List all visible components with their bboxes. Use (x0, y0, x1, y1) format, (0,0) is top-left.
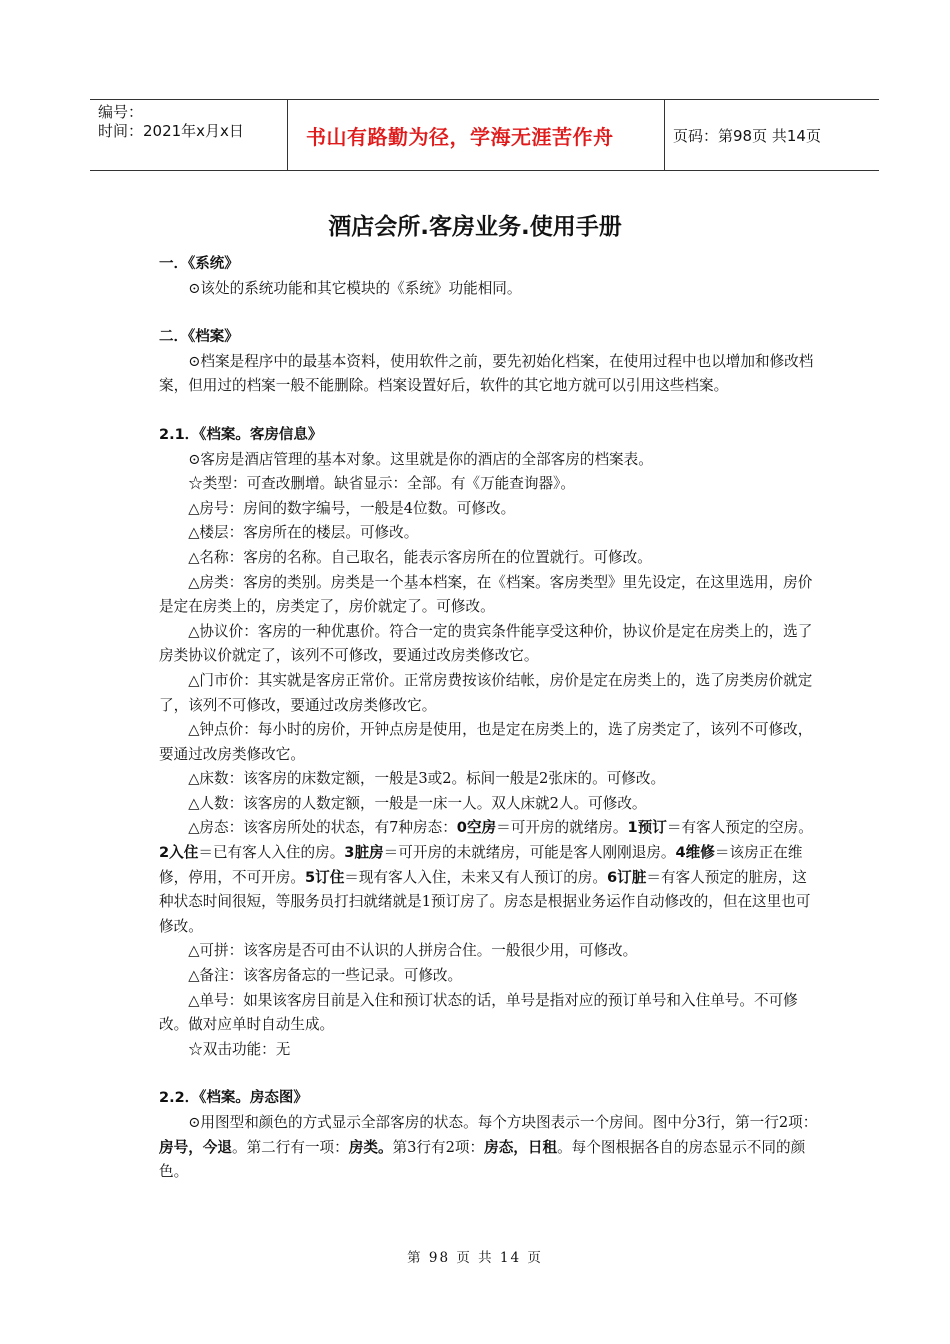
section-heading-room-map: 2.2．《档案。房态图》 (159, 1090, 308, 1107)
section-heading-room-info: 2.1．《档案。客房信息》 (159, 426, 323, 443)
document-body (159, 252, 819, 1185)
motto: 书山有路勤为径，学海无涯苦作舟 (306, 124, 614, 149)
list-item: △可拼：该客房是否可由不认识的人拼房合住。一般很少用，可修改。 (188, 942, 638, 960)
section-heading-system: 一．《系统》 (159, 256, 239, 272)
paragraph: ⊙该处的系统功能和其它模块的《系统》功能相同。 (188, 279, 522, 297)
list-item: △备注：该客房备忘的一些记录。可修改。 (188, 967, 463, 985)
header-info-cell (90, 100, 288, 170)
list-item: △协议价：客房的一种优惠价。符合一定的贵宾条件能享受这种价，协议价是定在房类上的，选了房类协议价就定了，该列不可修改，要通过改房类修改它。 (159, 622, 813, 665)
list-item: △房号：房间的数字编号，一般是4位数。可修改。 (188, 499, 516, 517)
number-label: 编号： (98, 103, 144, 121)
section-heading-archive: 二．《档案》 (159, 329, 239, 346)
list-item: △楼层：客房所在的楼层。可修改。 (188, 524, 419, 542)
page-code: 页码：第98页 共14页 (673, 126, 821, 145)
list-item: ⊙客房是酒店管理的基本对象。这里就是你的酒店的全部客房的档案表。 (188, 450, 653, 468)
paragraph: ⊙用图型和颜色的方式显示全部客房的状态。每个方块图表示一个房间。图中分3行，第一行2项：房号，今退。第二行有一项：房类。第3行有2项：房态，日租。每个图根据各自的房态显示不同的颜色。 (159, 1114, 818, 1181)
page-code-cell (665, 100, 879, 170)
list-item: ☆类型：可查改删增。缺省显示：全部。有《万能查询器》。 (188, 475, 575, 493)
list-item: △床数：该客房的床数定额，一般是3或2。标间一般是2张床的。可修改。 (188, 770, 666, 788)
list-item: △单号：如果该客房目前是入住和预订状态的话，单号是指对应的预订单号和入住单号。不可修改。做对应单时自动生成。 (159, 991, 798, 1034)
document-title: 酒店会所.客房业务.使用手册 (328, 214, 622, 240)
list-item: ☆双击功能：无 (188, 1040, 291, 1058)
paragraph: ⊙档案是程序中的最基本资料，使用软件之前，要先初始化档案，在使用过程中也以增加和修改档案，但用过的档案一般不能删除。档案设置好后，软件的其它地方就可以引用这些档案。 (159, 352, 814, 395)
time-label: 时间：2021年x月x日 (98, 122, 244, 140)
list-item: △门市价：其实就是客房正常价。正常房费按该价结帐，房价是定在房类上的，选了房类房价就定了，该列不可修改，要通过改房类修改它。 (159, 671, 813, 714)
page-footer: 第 98 页 共 14 页 (407, 1250, 543, 1266)
list-item: △名称：客房的名称。自己取名，能表示客房所在的位置就行。可修改。 (188, 548, 652, 566)
motto-cell (288, 100, 665, 170)
header-table (90, 99, 879, 171)
list-item: △人数：该客房的人数定额，一般是一床一人。双人床就2人。可修改。 (188, 794, 647, 812)
list-item: △钟点价：每小时的房价，开钟点房是使用，也是定在房类上的，选了房类定了，该列不可修改，要通过改房类修改它。 (159, 721, 813, 763)
list-item: △房类：客房的类别。房类是一个基本档案，在《档案。客房类型》里先设定，在这里选用，房价是定在房类上的，房类定了，房价就定了。可修改。 (159, 573, 813, 616)
room-status-item: △房态：该客房所处的状态，有7种房态：0空房＝可开房的就绪房。1预订＝有客人预定的空房。2入住＝已有客人入住的房。3脏房＝可开房的未就绪房，可能是客人刚刚退房。4维修＝该房正在维修，停用，不可开房。5订住＝现有客人入住，未来又有人预订的房。6订脏＝有客人预定的脏房，这种状态时间很短，等服务员打扫就绪就是1预订房了。房态是根据业务运作自动修改的，但在这里也可修改。 (159, 819, 813, 935)
